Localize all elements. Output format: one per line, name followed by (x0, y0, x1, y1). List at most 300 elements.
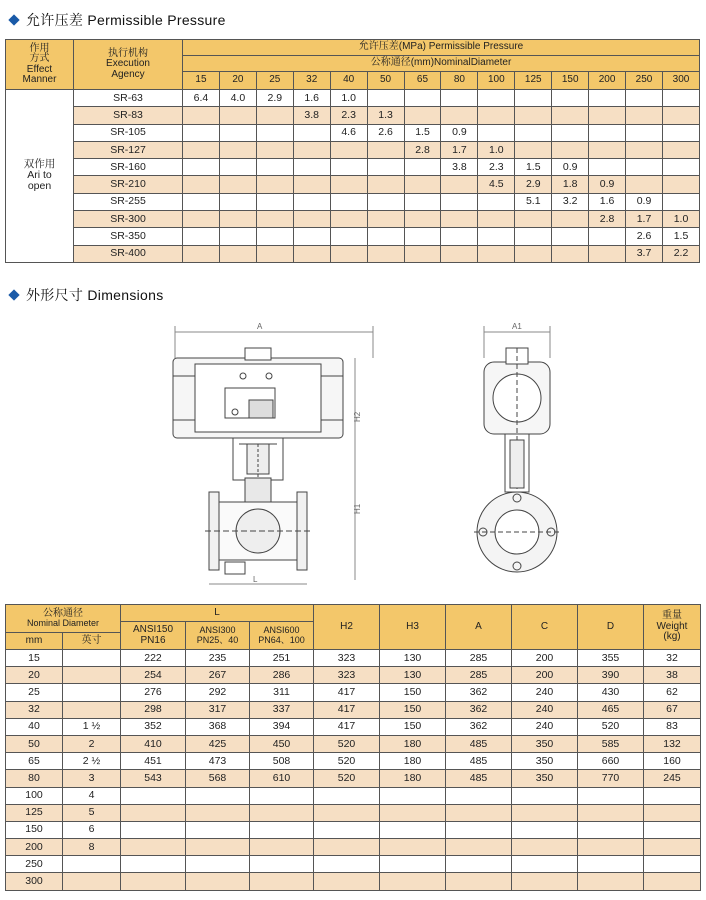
pressure-value-cell (219, 211, 256, 228)
dim-cell-l150 (121, 821, 186, 838)
agency-cell: SR-63 (74, 90, 183, 107)
pressure-value-cell (478, 245, 515, 262)
table-row (6, 873, 701, 890)
dim-cell-a: 362 (446, 684, 512, 701)
pressure-value-cell (441, 107, 478, 124)
pressure-value-cell (552, 107, 589, 124)
agency-cell: SR-300 (74, 211, 183, 228)
dim-cell-l600 (250, 856, 314, 873)
pressure-value-cell (626, 90, 663, 107)
dim-cell-h2 (314, 873, 380, 890)
pressure-value-cell (478, 193, 515, 210)
dim-cell-h3: 150 (380, 701, 446, 718)
table-row (6, 211, 700, 228)
dim-cell-inch: 2 (63, 735, 121, 752)
pressure-value-cell (404, 159, 441, 176)
table-row (6, 124, 700, 141)
pressure-value-cell: 3.8 (441, 159, 478, 176)
dim-cell-inch: 4 (63, 787, 121, 804)
dim-cell-inch (63, 684, 121, 701)
pressure-value-cell: 2.3 (330, 107, 367, 124)
dim-cell-h3 (380, 821, 446, 838)
dim-cell-c: 350 (512, 770, 578, 787)
pressure-value-cell (256, 124, 293, 141)
dim-cell-w: 160 (644, 753, 701, 770)
pressure-value-cell (219, 107, 256, 124)
table-row (6, 90, 700, 107)
header-ansi600: ANSI600 PN64、100 (250, 622, 314, 650)
dim-cell-h2: 417 (314, 701, 380, 718)
dim-cell-h3: 180 (380, 770, 446, 787)
pressure-value-cell: 2.6 (626, 228, 663, 245)
pressure-value-cell (183, 176, 220, 193)
pressure-value-cell (330, 245, 367, 262)
pressure-value-cell (441, 228, 478, 245)
dim-cell-l600: 508 (250, 753, 314, 770)
dim-cell-a (446, 856, 512, 873)
dim-label-a: A (257, 322, 263, 331)
pressure-value-cell (441, 211, 478, 228)
pressure-value-cell (367, 90, 404, 107)
section-heading-pressure (8, 10, 226, 30)
header-nominal-diameter: 公称通径 Nominal Diameter (6, 605, 121, 633)
dim-cell-h3: 150 (380, 718, 446, 735)
pressure-value-cell (626, 141, 663, 158)
dim-cell-mm: 300 (6, 873, 63, 890)
pressure-value-cell (552, 90, 589, 107)
dim-cell-inch: 6 (63, 821, 121, 838)
pressure-value-cell (330, 211, 367, 228)
dim-label-h2: H2 (353, 411, 362, 422)
pressure-value-cell (330, 193, 367, 210)
table-row (6, 735, 701, 752)
dim-cell-h3: 150 (380, 684, 446, 701)
dim-cell-l600: 311 (250, 684, 314, 701)
dim-cell-mm: 150 (6, 821, 63, 838)
pressure-value-cell (515, 211, 552, 228)
valve-side-view-drawing (468, 318, 568, 590)
pressure-value-cell: 1.8 (552, 176, 589, 193)
pressure-value-cell: 4.6 (330, 124, 367, 141)
table-row (6, 650, 701, 667)
pressure-value-cell (589, 90, 626, 107)
dim-cell-l600 (250, 839, 314, 856)
pressure-value-cell: 1.7 (626, 211, 663, 228)
header-diameter-cell: 15 (183, 72, 220, 90)
dim-cell-d: 465 (578, 701, 644, 718)
header-diameter-cell: 25 (256, 72, 293, 90)
dim-label-a1: A1 (512, 322, 522, 331)
dim-cell-a (446, 839, 512, 856)
dim-cell-d (578, 873, 644, 890)
dim-cell-l300: 473 (186, 753, 250, 770)
table-row (6, 159, 700, 176)
pressure-value-cell (219, 176, 256, 193)
pressure-value-cell: 1.0 (330, 90, 367, 107)
dim-cell-d: 585 (578, 735, 644, 752)
pressure-value-cell (367, 228, 404, 245)
table-row (6, 787, 701, 804)
dim-cell-h2 (314, 821, 380, 838)
pressure-value-cell (293, 228, 330, 245)
dim-cell-h2 (314, 787, 380, 804)
pressure-value-cell (183, 159, 220, 176)
agency-cell: SR-350 (74, 228, 183, 245)
header-diameter-cell: 100 (478, 72, 515, 90)
dim-cell-a (446, 787, 512, 804)
dim-cell-mm: 100 (6, 787, 63, 804)
dim-cell-w: 32 (644, 650, 701, 667)
agency-cell: SR-127 (74, 141, 183, 158)
pressure-value-cell: 1.5 (662, 228, 699, 245)
dim-cell-c: 240 (512, 718, 578, 735)
dim-cell-c (512, 856, 578, 873)
pressure-value-cell: 1.3 (367, 107, 404, 124)
agency-cell: SR-105 (74, 124, 183, 141)
pressure-value-cell (330, 228, 367, 245)
dim-cell-l150: 451 (121, 753, 186, 770)
header-permissible-pressure: 允许压差(MPa) Permissible Pressure (183, 40, 700, 56)
dim-cell-h2: 520 (314, 735, 380, 752)
dim-cell-l300: 425 (186, 735, 250, 752)
dim-cell-a: 285 (446, 650, 512, 667)
dim-cell-c: 350 (512, 735, 578, 752)
dim-cell-l300 (186, 856, 250, 873)
dim-cell-l150 (121, 873, 186, 890)
agency-cell: SR-255 (74, 193, 183, 210)
header-ansi300: ANSI300 PN25、40 (186, 622, 250, 650)
dim-cell-l150: 352 (121, 718, 186, 735)
pressure-value-cell (662, 107, 699, 124)
agency-cell: SR-210 (74, 176, 183, 193)
dim-cell-w: 62 (644, 684, 701, 701)
dim-cell-l600 (250, 804, 314, 821)
dim-cell-mm: 50 (6, 735, 63, 752)
pressure-value-cell (404, 228, 441, 245)
table-row (6, 821, 701, 838)
pressure-value-cell: 2.8 (404, 141, 441, 158)
dim-cell-l150: 543 (121, 770, 186, 787)
pressure-value-cell (552, 124, 589, 141)
dim-cell-d: 390 (578, 667, 644, 684)
diamond-bullet-icon (8, 289, 19, 300)
pressure-value-cell (626, 124, 663, 141)
effect-manner-cell: 双作用 Ari to open (6, 90, 74, 263)
dim-cell-c: 200 (512, 667, 578, 684)
dim-cell-inch (63, 701, 121, 718)
pressure-value-cell (404, 245, 441, 262)
dim-cell-h2: 323 (314, 667, 380, 684)
dim-cell-h2 (314, 856, 380, 873)
dim-cell-mm: 40 (6, 718, 63, 735)
header-diameter-cell: 300 (662, 72, 699, 90)
pressure-value-cell (256, 107, 293, 124)
header-h2: H2 (314, 605, 380, 650)
dim-cell-l300: 292 (186, 684, 250, 701)
pressure-value-cell: 2.9 (515, 176, 552, 193)
pressure-value-cell (552, 211, 589, 228)
pressure-value-cell (219, 159, 256, 176)
table-row (6, 856, 701, 873)
pressure-value-cell (367, 193, 404, 210)
pressure-value-cell: 0.9 (589, 176, 626, 193)
pressure-value-cell (293, 141, 330, 158)
dim-cell-w (644, 873, 701, 890)
dim-cell-w: 38 (644, 667, 701, 684)
pressure-value-cell: 3.7 (626, 245, 663, 262)
dim-cell-w (644, 804, 701, 821)
dim-cell-h3: 180 (380, 753, 446, 770)
pressure-value-cell (293, 193, 330, 210)
dim-cell-l300: 267 (186, 667, 250, 684)
table-row (6, 667, 701, 684)
pressure-value-cell (256, 159, 293, 176)
pressure-value-cell (367, 141, 404, 158)
pressure-value-cell (219, 193, 256, 210)
dim-cell-mm: 250 (6, 856, 63, 873)
pressure-value-cell (552, 245, 589, 262)
dim-cell-h3 (380, 804, 446, 821)
dim-cell-l150 (121, 804, 186, 821)
pressure-value-cell (515, 90, 552, 107)
pressure-value-cell: 3.2 (552, 193, 589, 210)
header-weight: 重量 Weight (kg) (644, 605, 701, 650)
dim-cell-inch (63, 650, 121, 667)
pressure-value-cell: 0.9 (441, 124, 478, 141)
pressure-value-cell (662, 159, 699, 176)
pressure-value-cell (515, 141, 552, 158)
pressure-value-cell (293, 211, 330, 228)
dim-cell-mm: 125 (6, 804, 63, 821)
table-row (6, 141, 700, 158)
dim-cell-a (446, 873, 512, 890)
dim-cell-inch: 8 (63, 839, 121, 856)
dim-cell-a: 362 (446, 718, 512, 735)
dim-cell-h2: 417 (314, 684, 380, 701)
header-diameter-cell: 40 (330, 72, 367, 90)
pressure-value-cell (367, 245, 404, 262)
pressure-value-cell (293, 159, 330, 176)
header-diameter-cell: 32 (293, 72, 330, 90)
dim-cell-inch (63, 873, 121, 890)
pressure-value-cell (183, 211, 220, 228)
pressure-value-cell (404, 193, 441, 210)
pressure-value-cell: 2.3 (478, 159, 515, 176)
dim-cell-l300: 568 (186, 770, 250, 787)
section-title: 允许压差 Permissible Pressure (26, 12, 226, 28)
dim-cell-a: 485 (446, 735, 512, 752)
dim-cell-a: 485 (446, 770, 512, 787)
header-diameter-cell: 65 (404, 72, 441, 90)
dim-cell-l300 (186, 873, 250, 890)
pressure-value-cell (404, 107, 441, 124)
pressure-value-cell (219, 228, 256, 245)
dim-cell-d: 520 (578, 718, 644, 735)
dim-cell-l600: 450 (250, 735, 314, 752)
dim-cell-l150: 254 (121, 667, 186, 684)
dim-cell-c: 200 (512, 650, 578, 667)
pressure-value-cell: 2.6 (367, 124, 404, 141)
pressure-value-cell (589, 159, 626, 176)
dim-cell-c (512, 821, 578, 838)
pressure-value-cell: 1.6 (589, 193, 626, 210)
dim-cell-w: 245 (644, 770, 701, 787)
dim-cell-l300: 368 (186, 718, 250, 735)
header-execution-agency: 执行机构 Execution Agency (74, 40, 183, 90)
dim-cell-c (512, 873, 578, 890)
dim-cell-a: 485 (446, 753, 512, 770)
dim-cell-l300 (186, 787, 250, 804)
dim-cell-l150 (121, 856, 186, 873)
dimensions-table (5, 604, 701, 891)
dim-cell-d (578, 821, 644, 838)
pressure-value-cell (589, 124, 626, 141)
header-diameter-cell: 80 (441, 72, 478, 90)
pressure-value-cell: 1.6 (293, 90, 330, 107)
dim-cell-h3: 130 (380, 667, 446, 684)
dim-cell-d (578, 856, 644, 873)
header-d: D (578, 605, 644, 650)
pressure-value-cell: 2.9 (256, 90, 293, 107)
pressure-value-cell (183, 107, 220, 124)
pressure-value-cell (662, 124, 699, 141)
pressure-value-cell: 4.5 (478, 176, 515, 193)
pressure-value-cell (441, 193, 478, 210)
dim-cell-d: 770 (578, 770, 644, 787)
dim-cell-c: 240 (512, 701, 578, 718)
dim-cell-l600 (250, 787, 314, 804)
header-c: C (512, 605, 578, 650)
dim-cell-c (512, 804, 578, 821)
pressure-value-cell (441, 176, 478, 193)
dim-cell-w: 67 (644, 701, 701, 718)
pressure-value-cell (478, 90, 515, 107)
pressure-value-cell (256, 176, 293, 193)
pressure-value-cell (662, 176, 699, 193)
dim-cell-d: 660 (578, 753, 644, 770)
pressure-value-cell (589, 141, 626, 158)
dim-cell-l600 (250, 821, 314, 838)
dim-cell-mm: 15 (6, 650, 63, 667)
dim-cell-inch (63, 667, 121, 684)
header-a: A (446, 605, 512, 650)
pressure-value-cell (552, 141, 589, 158)
dim-cell-h2: 520 (314, 770, 380, 787)
pressure-value-cell: 6.4 (183, 90, 220, 107)
pressure-value-cell (404, 90, 441, 107)
dim-cell-l600 (250, 873, 314, 890)
table-row (6, 839, 701, 856)
pressure-value-cell (478, 228, 515, 245)
dim-cell-w (644, 787, 701, 804)
dim-cell-l150: 410 (121, 735, 186, 752)
dim-cell-d (578, 787, 644, 804)
dim-cell-h3: 180 (380, 735, 446, 752)
table-row (6, 176, 700, 193)
pressure-value-cell (478, 107, 515, 124)
pressure-value-cell (330, 176, 367, 193)
dim-cell-a (446, 804, 512, 821)
pressure-value-cell (367, 211, 404, 228)
dim-cell-mm: 20 (6, 667, 63, 684)
table-row (6, 684, 701, 701)
pressure-value-cell (441, 90, 478, 107)
dim-cell-a: 362 (446, 701, 512, 718)
pressure-value-cell (219, 124, 256, 141)
table-row (6, 701, 701, 718)
pressure-value-cell: 0.9 (626, 193, 663, 210)
dim-cell-l150: 222 (121, 650, 186, 667)
pressure-value-cell: 5.1 (515, 193, 552, 210)
dim-cell-l600: 286 (250, 667, 314, 684)
pressure-value-cell (626, 107, 663, 124)
dim-cell-l300 (186, 821, 250, 838)
pressure-value-cell (367, 176, 404, 193)
dim-cell-d (578, 839, 644, 856)
header-nominal-diameter: 公称通径(mm)NominalDiameter (183, 56, 700, 72)
pressure-value-cell (293, 124, 330, 141)
pressure-table (5, 39, 700, 263)
pressure-value-cell (626, 176, 663, 193)
header-diameter-cell: 250 (626, 72, 663, 90)
dim-cell-l600: 394 (250, 718, 314, 735)
pressure-value-cell (662, 193, 699, 210)
pressure-value-cell: 3.8 (293, 107, 330, 124)
dim-cell-h2 (314, 804, 380, 821)
diamond-bullet-icon (8, 14, 19, 25)
dim-cell-l300: 317 (186, 701, 250, 718)
dim-cell-h3 (380, 839, 446, 856)
dim-cell-c: 240 (512, 684, 578, 701)
pressure-value-cell (219, 245, 256, 262)
header-ansi150: ANSI150 PN16 (121, 622, 186, 650)
dim-cell-d: 355 (578, 650, 644, 667)
dim-label-l: L (253, 575, 258, 584)
table-row (6, 193, 700, 210)
pressure-value-cell (404, 211, 441, 228)
pressure-value-cell (367, 159, 404, 176)
dim-cell-w: 83 (644, 718, 701, 735)
dim-cell-l150 (121, 839, 186, 856)
dim-cell-l600: 610 (250, 770, 314, 787)
dim-cell-mm: 200 (6, 839, 63, 856)
table-row (6, 245, 700, 262)
pressure-value-cell (589, 245, 626, 262)
dim-cell-w (644, 856, 701, 873)
dim-cell-c (512, 839, 578, 856)
dim-cell-l600: 337 (250, 701, 314, 718)
pressure-value-cell: 2.8 (589, 211, 626, 228)
pressure-value-cell (515, 124, 552, 141)
table-row (6, 718, 701, 735)
dim-cell-d (578, 804, 644, 821)
dim-label-h1: H1 (353, 503, 362, 514)
table-row (6, 770, 701, 787)
pressure-value-cell (330, 159, 367, 176)
pressure-value-cell (662, 141, 699, 158)
pressure-value-cell: 0.9 (552, 159, 589, 176)
pressure-value-cell: 1.5 (404, 124, 441, 141)
dim-cell-a (446, 821, 512, 838)
pressure-value-cell (552, 228, 589, 245)
pressure-value-cell: 2.2 (662, 245, 699, 262)
dim-cell-l300 (186, 804, 250, 821)
pressure-value-cell (256, 193, 293, 210)
header-diameter-cell: 20 (219, 72, 256, 90)
pressure-value-cell (256, 141, 293, 158)
header-mm: mm (6, 633, 63, 650)
pressure-value-cell (515, 245, 552, 262)
